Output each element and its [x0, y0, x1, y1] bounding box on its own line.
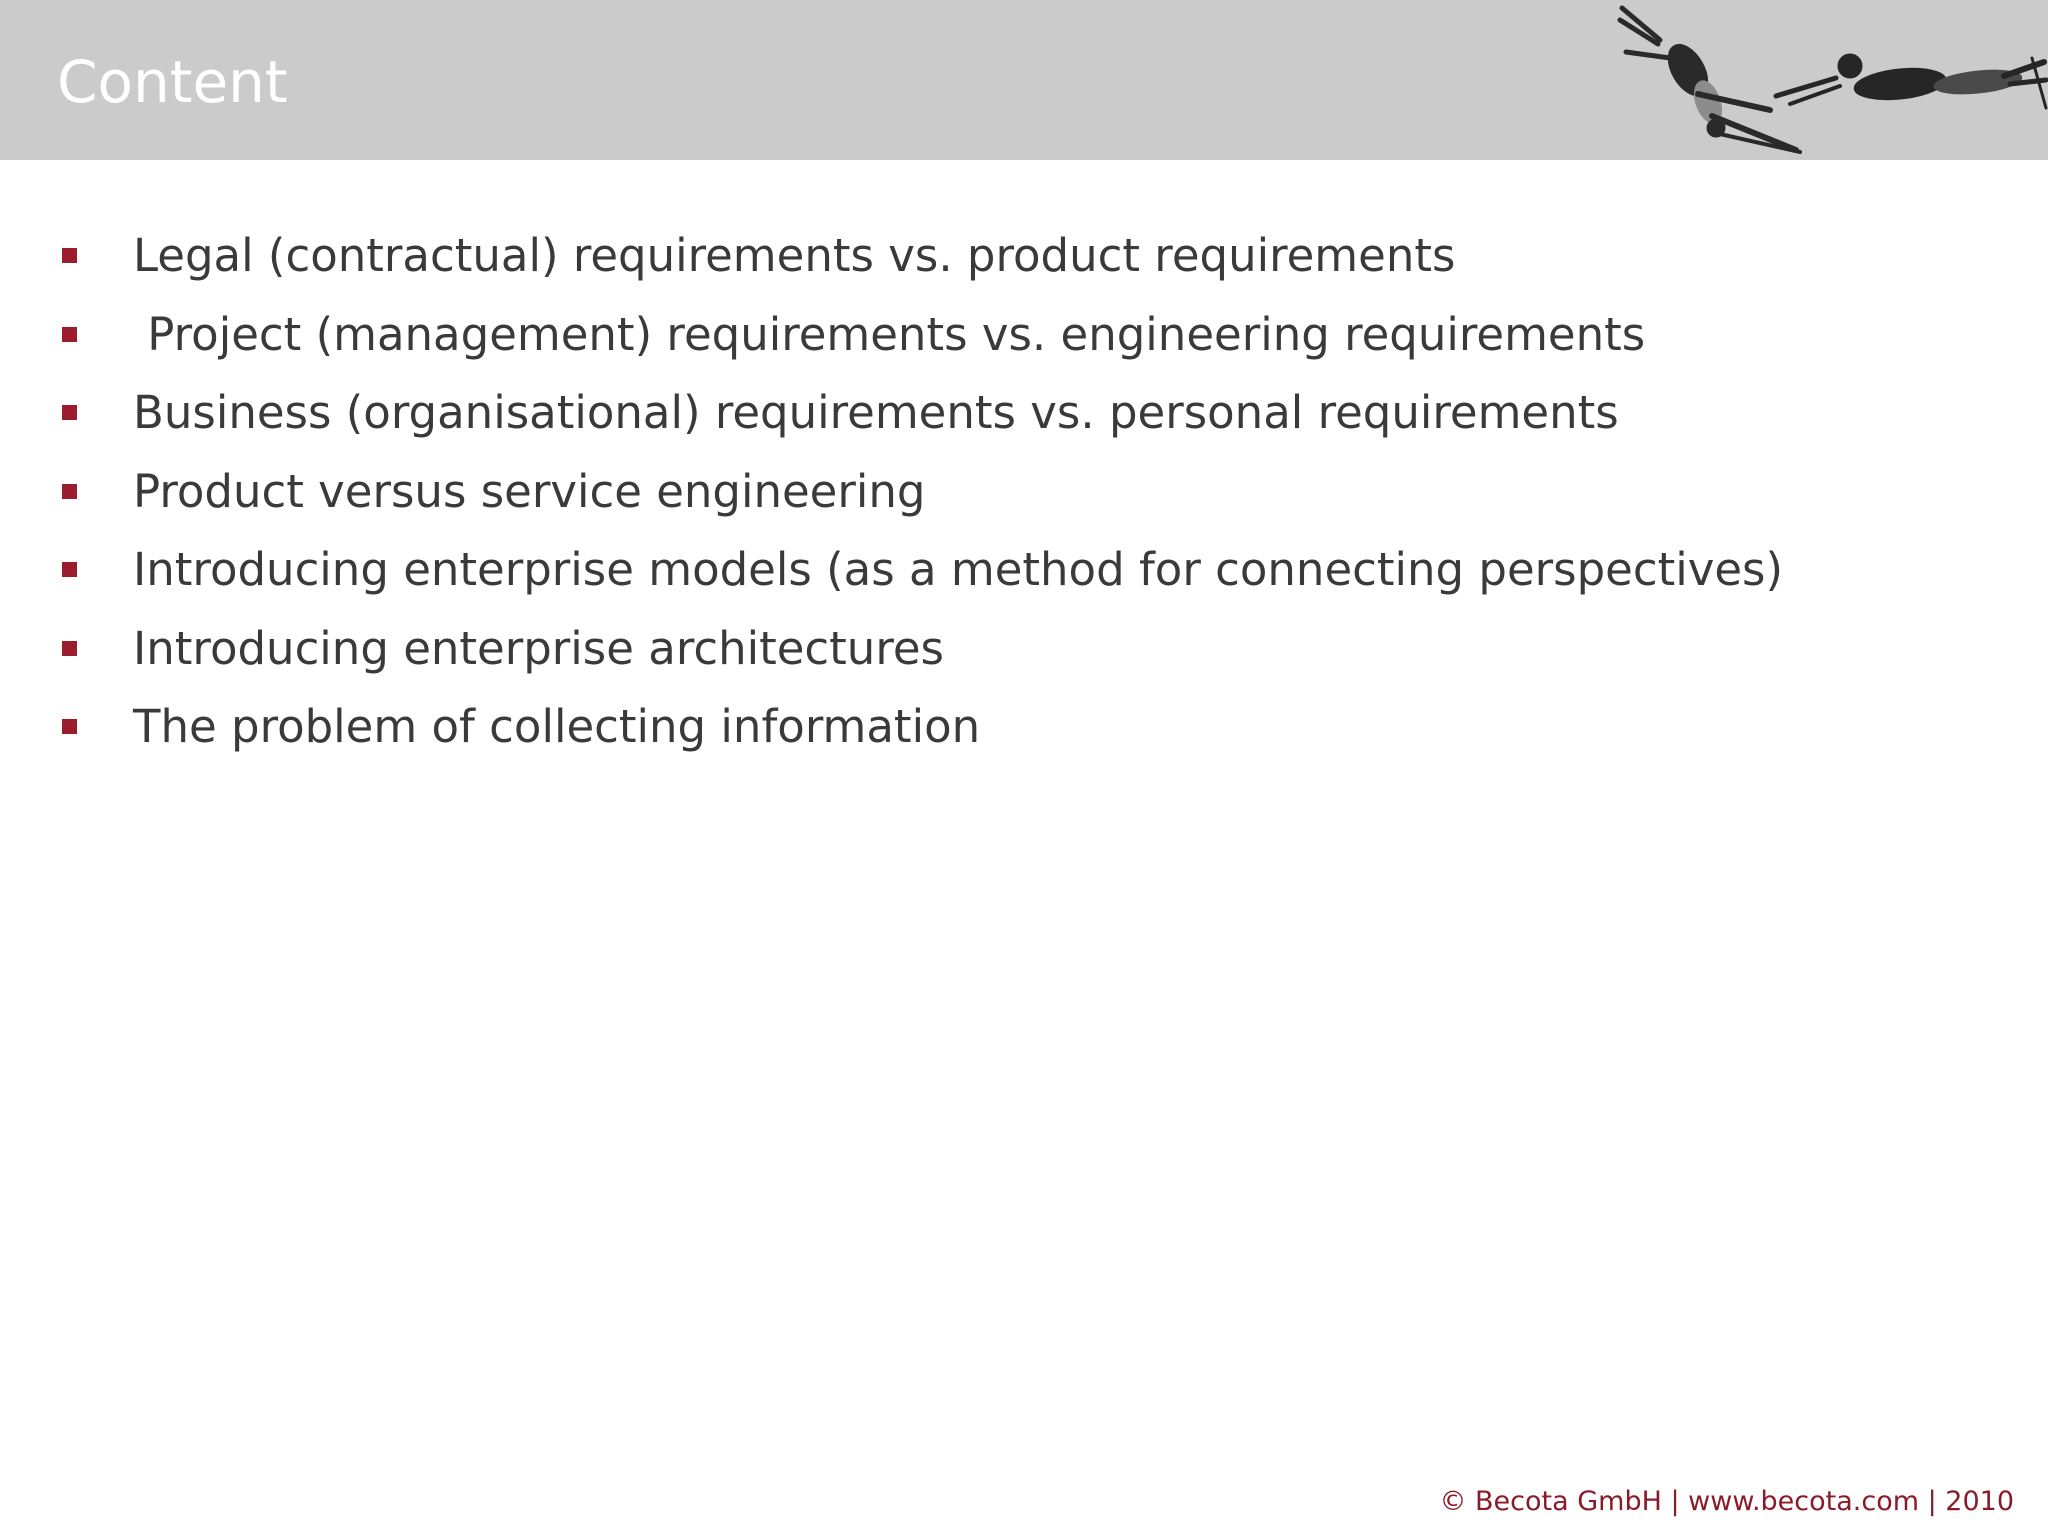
bullet-marker-icon [62, 719, 77, 734]
bullet-marker-icon [62, 562, 77, 577]
bullet-text: Introducing enterprise architectures [133, 621, 944, 675]
bullet-text: The problem of collecting information [133, 700, 981, 753]
bullet-marker-icon [62, 484, 77, 499]
bullet-text: Product versus service engineering [133, 464, 926, 518]
slide-title: Content [57, 48, 288, 116]
bullet-marker-icon [62, 248, 77, 263]
bullet-text: Project (management) requirements vs. engineering requirements [133, 307, 1646, 361]
bullet-marker-icon [62, 405, 77, 420]
bullet-marker-icon [62, 327, 77, 342]
bullet-text: Legal (contractual) requirements vs. product requirements [133, 229, 1456, 282]
bullet-text: Introducing enterprise models (as a method for connecting perspectives) [133, 543, 1784, 596]
footer-copyright: © Becota GmbH | www.becota.com | 2010 [1439, 1486, 2014, 1517]
bullet-marker-icon [62, 641, 77, 656]
flying-people-image [1600, 0, 2048, 160]
bullet-text: Business (organisational) requirements vs. personal requirements [133, 386, 1619, 439]
